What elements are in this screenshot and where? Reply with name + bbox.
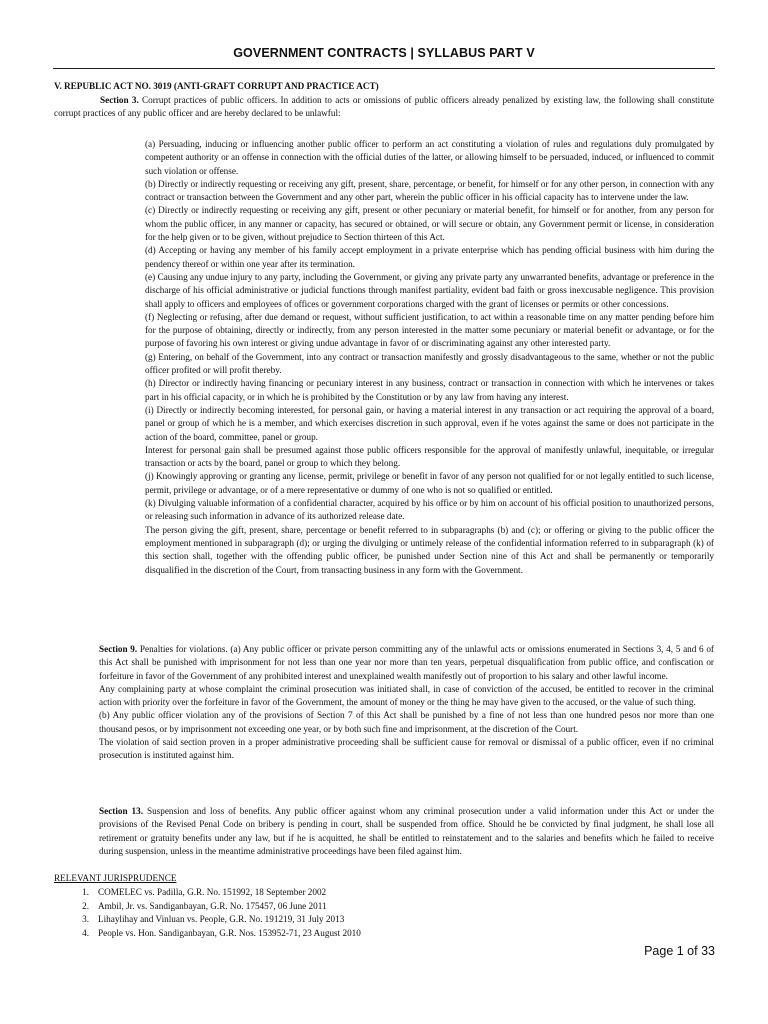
- header-divider: [53, 68, 715, 69]
- section-3-subparagraphs: [145, 138, 714, 577]
- subparagraph-a: (a) Persuading, inducing or influencing another public officer to perform an act constituting a violation of rules and regulations duly promulgated by competent authority or an offense in connection with the official duties of the latter, or allowing himself to be persuaded, induced, or influenced to commit such violation or offense.: [145, 139, 714, 176]
- section-9-intro-text: Penalties for violations. (a) Any public officer or private person committing any of the unlawful acts or omissions enumerated in Sections 3, 4, 5 and 6 of this Act shall be punished with imprisonment for not less than one year nor more than ten years, perpetual disqualification from public office, and confiscation or forfeiture in favor of the Government of any prohibited interest and unexplained wealth manifestly out of proportion to his salary and other lawful income.: [99, 644, 714, 681]
- section-13-text: Suspension and loss of benefits. Any public officer against whom any criminal prosecution under a valid information under this Act or under the provisions of the Revised Penal Code on bribery is pending in court, shall be suspended from office. Should he be convicted by final judgment, he shall lose all retirement or gratuity benefits under any law, but if he is acquitted, he shall be entitled to reinstatement and to the salaries and benefits which he failed to receive during suspension, unless in the meantime administrative proceedings have been filed against him.: [99, 806, 714, 856]
- section-9-paragraph: The violation of said section proven in a proper administrative proceeding shall be sufficient cause for removal or dismissal of a public officer, even if no criminal prosecution is instituted against him.: [99, 737, 714, 761]
- subparagraph-b: (b) Directly or indirectly requesting or receiving any gift, present, share, percentage, or benefit, for himself or for any other person, in connection with any contract or transaction between the Government and any other part, wherein the public officer in his official capacity has to intervene under the law.: [145, 178, 714, 203]
- subparagraph-g: (g) Entering, on behalf of the Government, into any contract or transaction manifestly and grossly disadvantageous to the same, whether or not the public officer profited or will profit thereby.: [145, 351, 714, 376]
- section-9-paragraph: (b) Any public officer violation any of the provisions of Section 7 of this Act shall be punished by a fine of not less than one hundred pesos nor more than one thousand pesos, or by imprisonment not exceeding one year, or by both such fine and imprisonment, at the discretion of the Court.: [99, 710, 714, 734]
- subparagraph-c: (c) Directly or indirectly requesting or receiving any gift, present or other pecuniary or material benefit, for himself or for another, from any person for whom the public officer, in any manner or capacity, has secured or obtained, or will secure or obtain, any Government permit or license, in consideration for the help given or to be given, without prejudice to Section thirteen of this Act.: [145, 205, 714, 243]
- list-item-text: Lihaylihay and Vinluan vs. People, G.R. No. 191219, 31 July 2013: [98, 914, 345, 924]
- jurisprudence-list: [54, 886, 361, 940]
- gift-giver-liability-paragraph: The person giving the gift, present, share, percentage or benefit referred to in subparagraphs (b) and (c); or offering or giving to the public officer the employment mentioned in subparagraph (d); or urging the divulging or untimely release of the confidential information referred to in subparagraph (k) of this section shall, together with the offending public officer, be punished under Section nine of this Act and shall be permanently or temporarily disqualified in the discretion of the Court, from transacting business in any form with the Government.: [145, 524, 714, 575]
- section-3-intro-text: Corrupt practices of public officers. In addition to acts or omissions of public officers already penalized by existing law, the following shall constitute corrupt practices of any public officer and are hereby declared to be unlawful:: [54, 95, 714, 119]
- list-item: [54, 900, 361, 914]
- subparagraph-j: (j) Knowingly approving or granting any license, permit, privilege or benefit in favor of any person not qualified for or not legally entitled to such license, permit, privilege or advantage, or of a mere representative or dummy of one who is not so qualified or entitled.: [145, 471, 714, 495]
- subparagraph-h: (h) Director or indirectly having financing or pecuniary interest in any business, contract or transaction in connection with which he intervenes or takes part in his official capacity, or in which he is prohibited by the Constitution or by any law from having any interest.: [145, 378, 714, 402]
- subparagraph-e: (e) Causing any undue injury to any party, including the Government, or giving any private party any unwarranted benefits, advantage or preference in the discharge of his official administrative or judicial functions through manifest partiality, evident bad faith or gross inexcusable negligence. This provision shall apply to officers and employees of offices or government corporations charged with the grant of licenses or permits or other concessions.: [145, 271, 714, 309]
- section-13-label: Section 13.: [99, 806, 144, 816]
- page-header-title: GOVERNMENT CONTRACTS | SYLLABUS PART V: [233, 46, 535, 60]
- list-item-number: 3.: [82, 914, 89, 924]
- section-9-label: Section 9.: [99, 644, 138, 654]
- subparagraph-k: (k) Divulging valuable information of a confidential character, acquired by his office or by him on account of his official position to unauthorized persons, or releasing such information in advance of its authorized release date.: [145, 498, 714, 522]
- list-item-number: 2.: [82, 900, 89, 911]
- list-item-text: People vs. Hon. Sandiganbayan, G.R. Nos. 153952-71, 23 August 2010: [98, 927, 361, 938]
- section-9-intro: [99, 643, 714, 683]
- section-9-paragraph: Any complaining party at whose complaint the criminal prosecution was initiated shall, in case of conviction of the accused, be entitled to recover in the criminal action with priority over the forfeiture in favor of the Government, the amount of money or the thing he may have given to the accused, or the value of such thing.: [99, 683, 714, 708]
- list-item-text: COMELEC vs. Padilla, G.R. No. 151992, 18 September 2002: [98, 887, 327, 897]
- list-item-text: Ambil, Jr. vs. Sandiganbayan, G.R. No. 175457, 06 June 2011: [98, 900, 327, 911]
- list-item: [54, 913, 361, 927]
- list-item-number: 4.: [82, 927, 89, 938]
- jurisprudence-heading: RELEVANT JURISPRUDENCE: [54, 873, 177, 883]
- page-number: Page 1 of 33: [644, 944, 715, 958]
- section-13: [99, 805, 714, 858]
- section-3-intro: [54, 94, 714, 121]
- subparagraph-d: (d) Accepting or having any member of his family accept employment in a private enterprise which has pending official business with him during the pendency thereof or within one year after its termination.: [145, 245, 714, 269]
- list-item-number: 1.: [82, 887, 89, 897]
- subparagraph-i: (i) Directly or indirectly becoming interested, for personal gain, or having a material interest in any transaction or act requiring the approval of a board, panel or group of which he is a member, and which exercises discretion in such approval, even if he votes against the same or does not participate in the action of the board, committee, panel or group.: [145, 404, 714, 442]
- interest-presumption-paragraph: Interest for personal gain shall be presumed against those public officers responsible for the approval of manifestly unlawful, inequitable, or irregular transaction or acts by the board, panel or group to which they belong.: [145, 444, 714, 469]
- list-item: [54, 886, 361, 900]
- section-9: [99, 643, 714, 763]
- act-title: V. REPUBLIC ACT NO. 3019 (ANTI-GRAFT CORRUPT AND PRACTICE ACT): [54, 81, 379, 91]
- section-3-label: Section 3.: [100, 95, 139, 105]
- list-item: [54, 927, 361, 941]
- subparagraph-f: (f) Neglecting or refusing, after due demand or request, without sufficient justification, to act within a reasonable time on any matter pending before him for the purpose of obtaining, directly or indirectly, from any person interested in the matter some pecuniary or material benefit or advantage, or for the purpose of favoring his own interest or giving undue advantage in favor of or discriminating against any other interested party.: [145, 311, 714, 349]
